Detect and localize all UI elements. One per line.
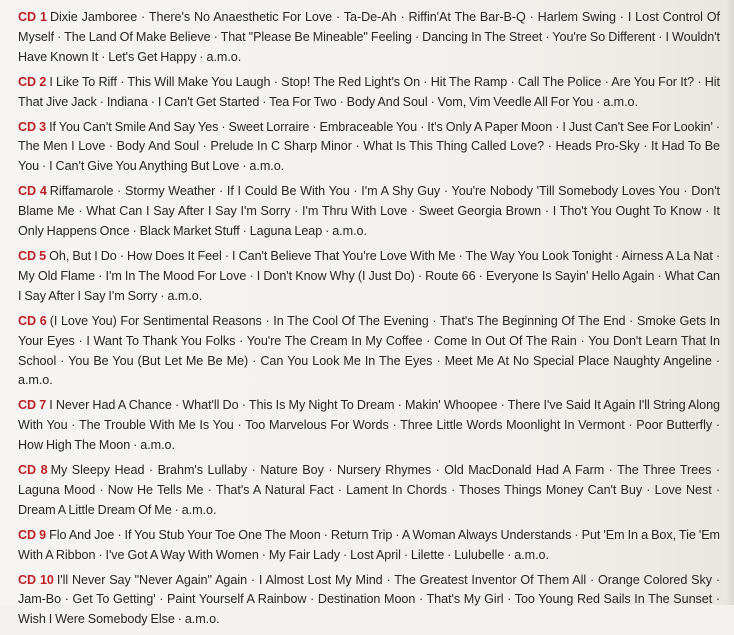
disc-block-cd5 (18, 247, 720, 307)
disc-block-cd2 (18, 73, 720, 113)
disc-block-cd9 (18, 526, 720, 566)
disc-label: CD 1 (18, 10, 47, 24)
disc-track-list: Oh, But I Do · How Does It Feel · I Can't Believe That You're Love With Me · The Way You Look Tonight · Airness A La Nat · My Old Flame · I'm In The Mood For Love · I Don't Know Why (I Just Do) · Route 66 · Everyone Is Sayin' Hello Again · What Can I Say After I Say I'm Sorry · a.m.o. (18, 248, 721, 303)
disc-block-cd3 (18, 118, 720, 178)
disc-block-cd8 (18, 461, 720, 521)
disc-label: CD 6 (18, 313, 47, 328)
disc-block-cd10 (18, 571, 720, 631)
disc-track-list: If You Can't Smile And Say Yes · Sweet Lorraire · Embraceable You · It's Only A Paper Moon · I Just Can't See For Lookin' · The Men I Love · Body And Soul · Prelude In C Sharp Minor · What Is This Thing Called Love? · Heads Pro-Sky · It Had To Be You · I Can't Give You Anything But Love · a.m.o. (18, 119, 720, 174)
disc-label: CD 7 (18, 398, 47, 413)
disc-label: CD 4 (18, 184, 47, 199)
disc-label: CD 2 (18, 74, 47, 89)
disc-block-cd6 (18, 312, 720, 392)
disc-block-cd4 (18, 182, 720, 242)
disc-block-cd7 (18, 396, 720, 456)
disc-label: CD 10 (18, 572, 54, 587)
disc-label: CD 8 (18, 463, 48, 478)
disc-track-list: (I Love You) For Sentimental Reasons · In The Cool Of The Evening · That's The Beginning Of The End · Smoke Gets In Your Eyes · I Want To Thank You Folks · You're The Cream In My Coffee · Come In Out Of The Rain · You Don't Learn That In School · You Be You (But Let Me Be Me) · Can You Look Me In The Eyes · Meet Me At No Special Place Naughty Angeline · a.m.o. (18, 313, 721, 388)
page-edge-shadow (726, 0, 734, 605)
disc-label: CD 3 (18, 119, 47, 134)
disc-label: CD 5 (18, 248, 47, 263)
disc-block-cd1 (18, 8, 720, 68)
disc-track-list: Dixie Jamboree · There's No Anaesthetic For Love · Ta-De-Ah · Riffin'At The Bar-B-Q · Harlem Swing · I Lost Control Of Myself · The Land Of Make Believe · That "Please Be Mineable" Feeling · Dancing In The Street · You're So Different · I Wouldn't Have Known It · Let's Get Happy · a.m.o. (18, 10, 720, 64)
disc-track-list: Riffamarole · Stormy Weather · If I Could Be With You · I'm A Shy Guy · You're Nobody 'Till Somebody Loves You · Don't Blame Me · What Can I Say After I Say I'm Sorry · I'm Thru With Love · Sweet Georgia Brown · I Tho't You Ought To Know · It Only Happens Once · Black Market Stuff · Laguna Leap · a.m.o. (18, 184, 721, 239)
disc-track-list: My Sleepy Head · Brahm's Lullaby · Nature Boy · Nursery Rhymes · Old MacDonald Had A Farm · The Three Trees · Laguna Mood · Now He Tells Me · That's A Natural Fact · Lament In Chords · Thoses Things Money Can't Buy · Love Nest · Dream A Little Dream Of Me · a.m.o. (18, 463, 720, 517)
disc-track-list: I'll Never Say "Never Again" Again · I Almost Lost My Mind · The Greatest Inventor Of Them All · Orange Colored Sky · Jam-Bo · Get To Getting' · Paint Yourself A Rainbow · Destination Moon · That's My Girl · Too Young Red Sails In The Sunset · Wish I Were Somebody Else · a.m.o. (18, 572, 720, 627)
disc-track-list: I Like To Riff · This Will Make You Laugh · Stop! The Red Light's On · Hit The Ramp · Call The Police · Are You For It? · Hit That Jive Jack · Indiana · I Can't Get Started · Tea For Two · Body And Soul · Vom, Vim Veedle All For You · a.m.o. (18, 74, 720, 109)
disc-track-list: I Never Had A Chance · What'll Do · This Is My Night To Dream · Makin' Whoopee · There I've Said It Again I'll String Along With You · The Trouble With Me Is You · Too Marvelous For Words · Three Little Words Moonlight In Vermont · Poor Butterfly · How High The Moon · a.m.o. (18, 398, 720, 453)
disc-track-list: Flo And Joe · If You Stub Your Toe One The Moon · Return Trip · A Woman Always Understands · Put 'Em In a Box, Tie 'Em With A Ribbon · I've Got A Way With Women · My Fair Lady · Lost April · Lilette · Lulubelle · a.m.o. (18, 527, 720, 562)
tracklist (18, 8, 720, 635)
disc-label: CD 9 (18, 527, 47, 542)
